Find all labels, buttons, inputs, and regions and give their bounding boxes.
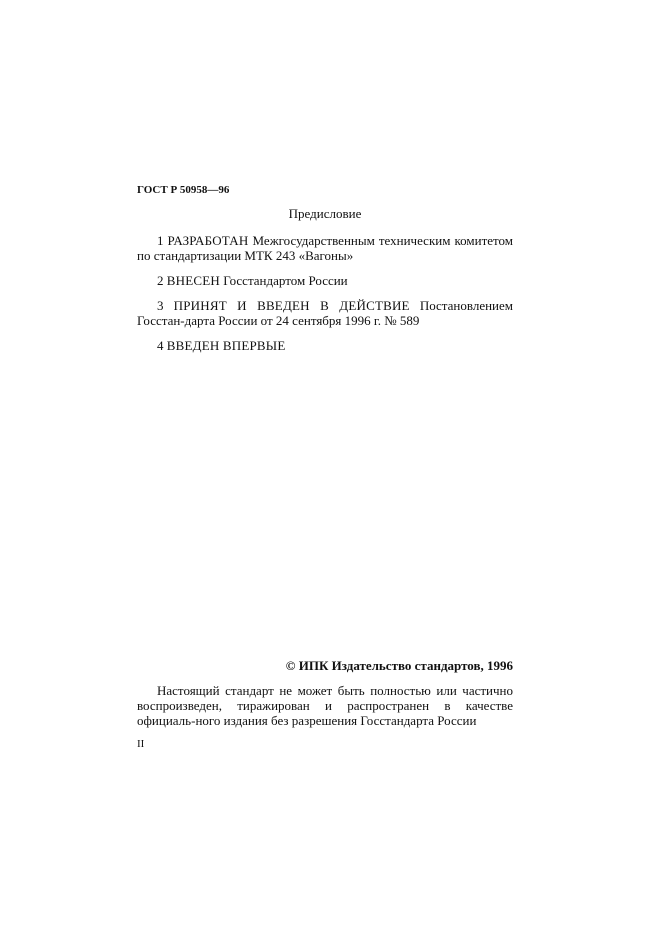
item-text: Постановлением Госстан- <box>137 298 513 328</box>
item-text: Межгосударственным техническим комитетом <box>252 233 514 248</box>
item-text-continued: по стандартизации МТК 243 «Вагоны» <box>137 248 354 263</box>
item-text-continued: дарта России от 24 сентября 1996 г. № 589 <box>184 313 420 328</box>
notice-line: Настоящий стандарт не может быть полностью или частично <box>157 683 513 698</box>
list-item <box>137 233 513 263</box>
notice-line: ного издания без разрешения Госстандарта России <box>195 713 477 728</box>
item-number: 4 <box>157 338 164 353</box>
item-text: Госстандартом России <box>223 273 348 288</box>
item-number: 1 <box>157 233 164 248</box>
notice-line: воспроизведен, тиражирован и распространен в качестве официаль- <box>137 698 513 728</box>
document-code: ГОСТ Р 50958—96 <box>137 184 230 196</box>
item-lead: ВНЕСЕН <box>166 273 220 288</box>
copyright: © ИПК Издательство стандартов, 1996 <box>285 658 513 673</box>
item-lead: ВВЕДЕН ВПЕРВЫЕ <box>166 338 286 353</box>
preface-section <box>137 184 513 353</box>
item-number: 3 <box>157 298 164 313</box>
imprint-section <box>137 658 513 752</box>
notice <box>137 683 513 728</box>
item-lead: ПРИНЯТ И ВВЕДЕН В ДЕЙСТВИЕ <box>173 298 410 313</box>
list-item <box>137 273 513 288</box>
item-lead: РАЗРАБОТАН <box>167 233 249 248</box>
item-number: 2 <box>157 273 164 288</box>
section-title: Предисловие <box>288 206 362 221</box>
list-item <box>137 338 513 353</box>
list-item <box>137 298 513 328</box>
page-number: II <box>137 738 145 750</box>
